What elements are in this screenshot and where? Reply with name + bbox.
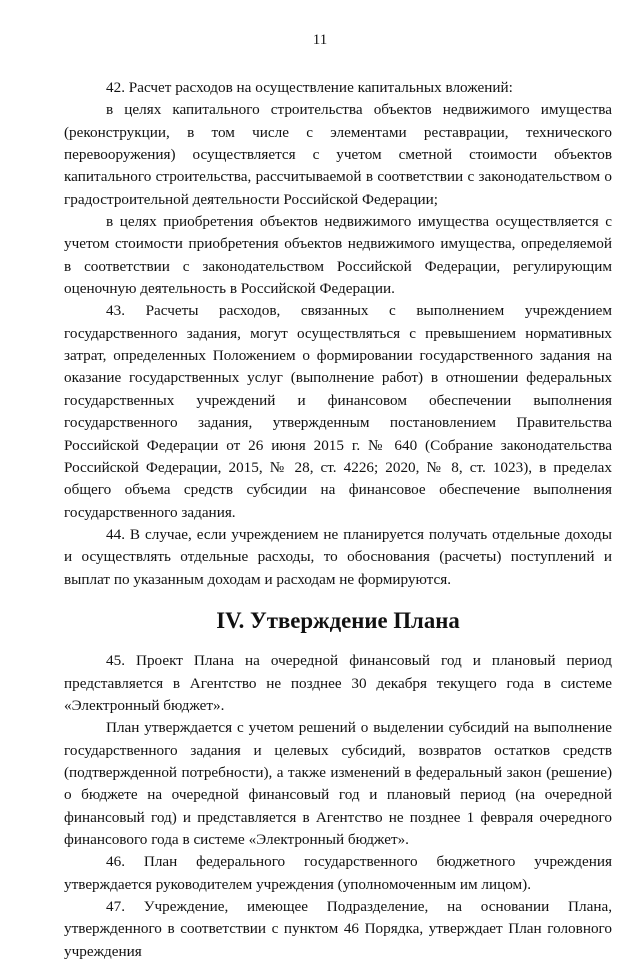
paragraph-45-approval: План утверждается с учетом решений о выделении субсидий на выполнение государственного задания и целевых субсидий, возвратов остатков средств (подтвержденной потребности), а также изменений в федеральный закон (решение) о бюджете на очередной финансовый год и плановый период (на очередной финансовый год) и представляется в Агентство не позднее 1 февраля очередного финансового года в системе «Электронный бюджет».	[64, 719, 612, 848]
document-body	[64, 77, 612, 963]
paragraph-45: 45. Проект Плана на очередной финансовый год и плановый период представляется в Агентство не позднее 30 декабря текущего года в системе «Электронный бюджет».	[64, 652, 612, 714]
paragraph-47: 47. Учреждение, имеющее Подразделение, на основании Плана, утвержденного в соответствии с пунктом 46 Порядка, утверждает План головного учреждения	[64, 898, 612, 960]
paragraph-46: 46. План федерального государственного бюджетного учреждения утверждается руководителем учреждения (уполномоченным им лицом).	[64, 853, 612, 893]
paragraph-42-acquisition: в целях приобретения объектов недвижимого имущества осуществляется с учетом стоимости приобретения объектов недвижимого имущества, определяемой в соответствии с законодательством Российской Федерации, регулирующим оценочную деятельность в Российской Федерации.	[64, 213, 612, 298]
paragraph-42: 42. Расчет расходов на осуществление капитальных вложений:	[106, 79, 513, 96]
spacer	[64, 632, 612, 650]
paragraph-42-capital-construction: в целях капитального строительства объектов недвижимого имущества (реконструкции, в том числе с элементами реставрации, технического перевооружения) осуществляется с учетом сметной стоимости объектов капитального строительства, рассчитываемой в соответствии с законодательством о градостроительной деятельности Российской Федерации;	[64, 101, 612, 208]
page-number: 11	[312, 32, 328, 48]
paragraph-43: 43. Расчеты расходов, связанных с выполнением учреждением государственного задания, могут осуществляться с превышением нормативных затрат, определенных Положением о формировании государственного задания на оказание государственных услуг (выполнение работ) в отношении федеральных государственных учреждений и финансовом обеспечении выполнения государственного задания, утвержденным постановлением Правительства Российской Федерации от 26 июня 2015 г. № 640 (Собрание законодательства Российской Федерации, 2015, № 28, ст. 4226; 2020, № 8, ст. 1023), в пределах общего объема средств субсидии на финансовое обеспечение выполнения государственного задания.	[64, 302, 612, 521]
section-heading: IV. Утверждение Плана	[216, 607, 460, 633]
paragraph-44: 44. В случае, если учреждением не планируется получать отдельные доходы и осуществлять отдельные расходы, то обоснования (расчеты) поступлений и выплат по указанным доходам и расходам не формируются.	[64, 525, 612, 588]
